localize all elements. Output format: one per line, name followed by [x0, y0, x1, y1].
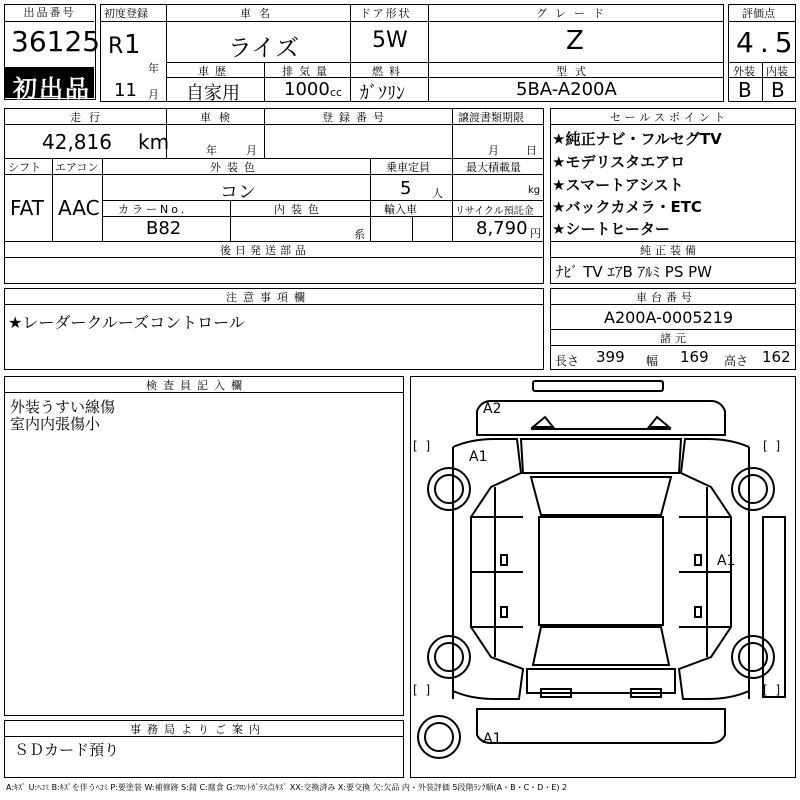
shift: FAT	[10, 196, 45, 220]
sales-point-4: ★バックカメラ・ETC	[552, 198, 702, 216]
lot-number: 36125	[11, 25, 101, 58]
fuel-label: 燃料	[372, 65, 406, 78]
sales-point-5: ★シートヒーター	[552, 220, 670, 238]
displacement-unit: cc	[330, 86, 343, 99]
score: 4.5	[736, 26, 799, 59]
first-reg-label: 初度登録	[104, 7, 148, 20]
width-label: 幅	[646, 354, 659, 368]
model: 5BA-A200A	[516, 79, 617, 100]
era-year: 1	[124, 30, 141, 60]
mark-a2: A2	[483, 401, 502, 417]
history-label: 車歴	[198, 65, 232, 78]
capacity-unit: 人	[432, 187, 443, 200]
sales-point-3: ★スマートアシスト	[552, 176, 684, 194]
recycle: 8,790	[476, 218, 528, 239]
car-name-label: 車名	[240, 7, 278, 20]
car-diagram	[411, 377, 794, 776]
legend: A:ｷｽﾞ U:ﾍｺﾐ B:ｷｽﾞを伴うﾍｺﾐ P:要塗装 W:補修跡 S:錆 C:腐食 G:ﾌﾛﾝﾄｶﾞﾗｽ点ｷｽﾞ XX:交換済み X:要交換 欠:欠品 内・外装評価 5段階ﾗﾝｸ順(A・B・C・D・E) 2	[6, 783, 568, 792]
color-no: B82	[146, 218, 182, 239]
bracket-left-rear: [ ]	[413, 683, 433, 697]
transfer-day-unit: 日	[526, 144, 537, 157]
load-label: 最大積載量	[466, 161, 521, 174]
transfer-label: 譲渡書類期限	[458, 111, 524, 124]
displacement: 1000	[284, 79, 330, 100]
later-parts-label: 後日発送部品	[220, 244, 310, 257]
color-no-label: カラーNo.	[118, 203, 188, 216]
sales-point-2: ★モデリスタエアロ	[552, 153, 686, 171]
mark-a1-rear: A1	[483, 731, 502, 747]
inspection-year-unit: 年	[206, 144, 217, 157]
notes-value: ★レーダークルーズコントロール	[8, 313, 245, 332]
height: 162	[762, 348, 791, 366]
capacity-label: 乗車定員	[386, 161, 430, 174]
plate-label: 登録番号	[322, 111, 390, 124]
equipment-label: 純正装備	[640, 244, 700, 257]
equipment-value: ﾅﾋﾞ TV ｴｱB ｱﾙﾐ PS PW	[556, 263, 712, 281]
load-unit: kg	[528, 185, 541, 196]
office-value: ＳＤカード預り	[14, 741, 120, 759]
grade: Z	[566, 26, 584, 56]
mileage-label: 走行	[70, 111, 108, 124]
length-label: 長さ	[555, 354, 580, 368]
chassis-value: A200A-0005219	[604, 308, 734, 327]
recycle-label: リサイクル預託金	[455, 206, 534, 217]
width: 169	[680, 348, 709, 366]
exterior-grade: B	[738, 78, 752, 102]
history: 自家用	[186, 83, 240, 104]
car-name: ライズ	[228, 34, 300, 62]
length: 399	[596, 348, 625, 366]
capacity: 5	[400, 178, 412, 199]
shift-label: シフト	[8, 161, 41, 174]
reg-month: 11	[114, 80, 137, 101]
bracket-right-rear: [ ]	[763, 683, 783, 697]
bracket-left-front: [ ]	[413, 439, 433, 453]
inspection-label: 車検	[200, 111, 238, 124]
lot-number-label: 出品番号	[5, 5, 94, 22]
import-label: 輸入車	[384, 203, 417, 216]
month-unit: 月	[148, 88, 159, 101]
mark-a1-left-front: A1	[469, 449, 488, 465]
door-label: ドア形状	[360, 7, 412, 20]
bracket-right-front: [ ]	[763, 439, 783, 453]
interior-grade-label: 内装	[766, 65, 788, 78]
inspector-line-1: 外装うすい線傷	[10, 398, 116, 416]
ext-color-label: 外装色	[210, 161, 261, 174]
recycle-unit: 円	[530, 227, 541, 240]
height-label: 高さ	[724, 354, 749, 368]
chassis-label: 車台番号	[636, 291, 696, 304]
mileage: 42,816	[42, 130, 112, 154]
model-label: 型式	[556, 65, 594, 78]
interior-grade: B	[771, 78, 785, 102]
ext-color: コン	[220, 182, 256, 203]
office-label: 事務局よりご案内	[130, 723, 266, 736]
mileage-unit: km	[138, 130, 170, 154]
year-unit: 年	[148, 62, 159, 75]
notes-label: 注意事項欄	[226, 291, 311, 304]
ac-label: エアコン	[55, 161, 99, 174]
int-color-unit: 系	[354, 228, 365, 241]
exterior-grade-label: 外装	[733, 65, 755, 78]
first-listing-text: 初出品	[13, 75, 91, 103]
fuel: ｶﾞｿﾘﾝ	[360, 83, 405, 104]
inspector-label: 検査員記入欄	[146, 379, 248, 392]
displacement-label: 排気量	[282, 65, 333, 78]
int-color-label: 内装色	[274, 203, 325, 216]
ac: AAC	[58, 196, 100, 220]
era: R	[108, 34, 124, 59]
sales-points-label: セールスポイント	[610, 111, 730, 124]
score-label: 評価点	[742, 7, 775, 20]
car-diagram-box	[410, 376, 796, 778]
lot-number-box	[4, 4, 101, 103]
mark-a1-right-door: A1	[717, 553, 736, 569]
dims-label: 諸元	[660, 332, 690, 345]
inspection-month-unit: 月	[246, 144, 257, 157]
inspector-line-2: 室内内張傷小	[10, 415, 101, 433]
sales-point-1: ★純正ナビ・フルセグTV	[552, 130, 722, 148]
door: 5W	[372, 28, 408, 53]
transfer-month-unit: 月	[488, 144, 499, 157]
grade-label: グレード	[536, 7, 612, 20]
